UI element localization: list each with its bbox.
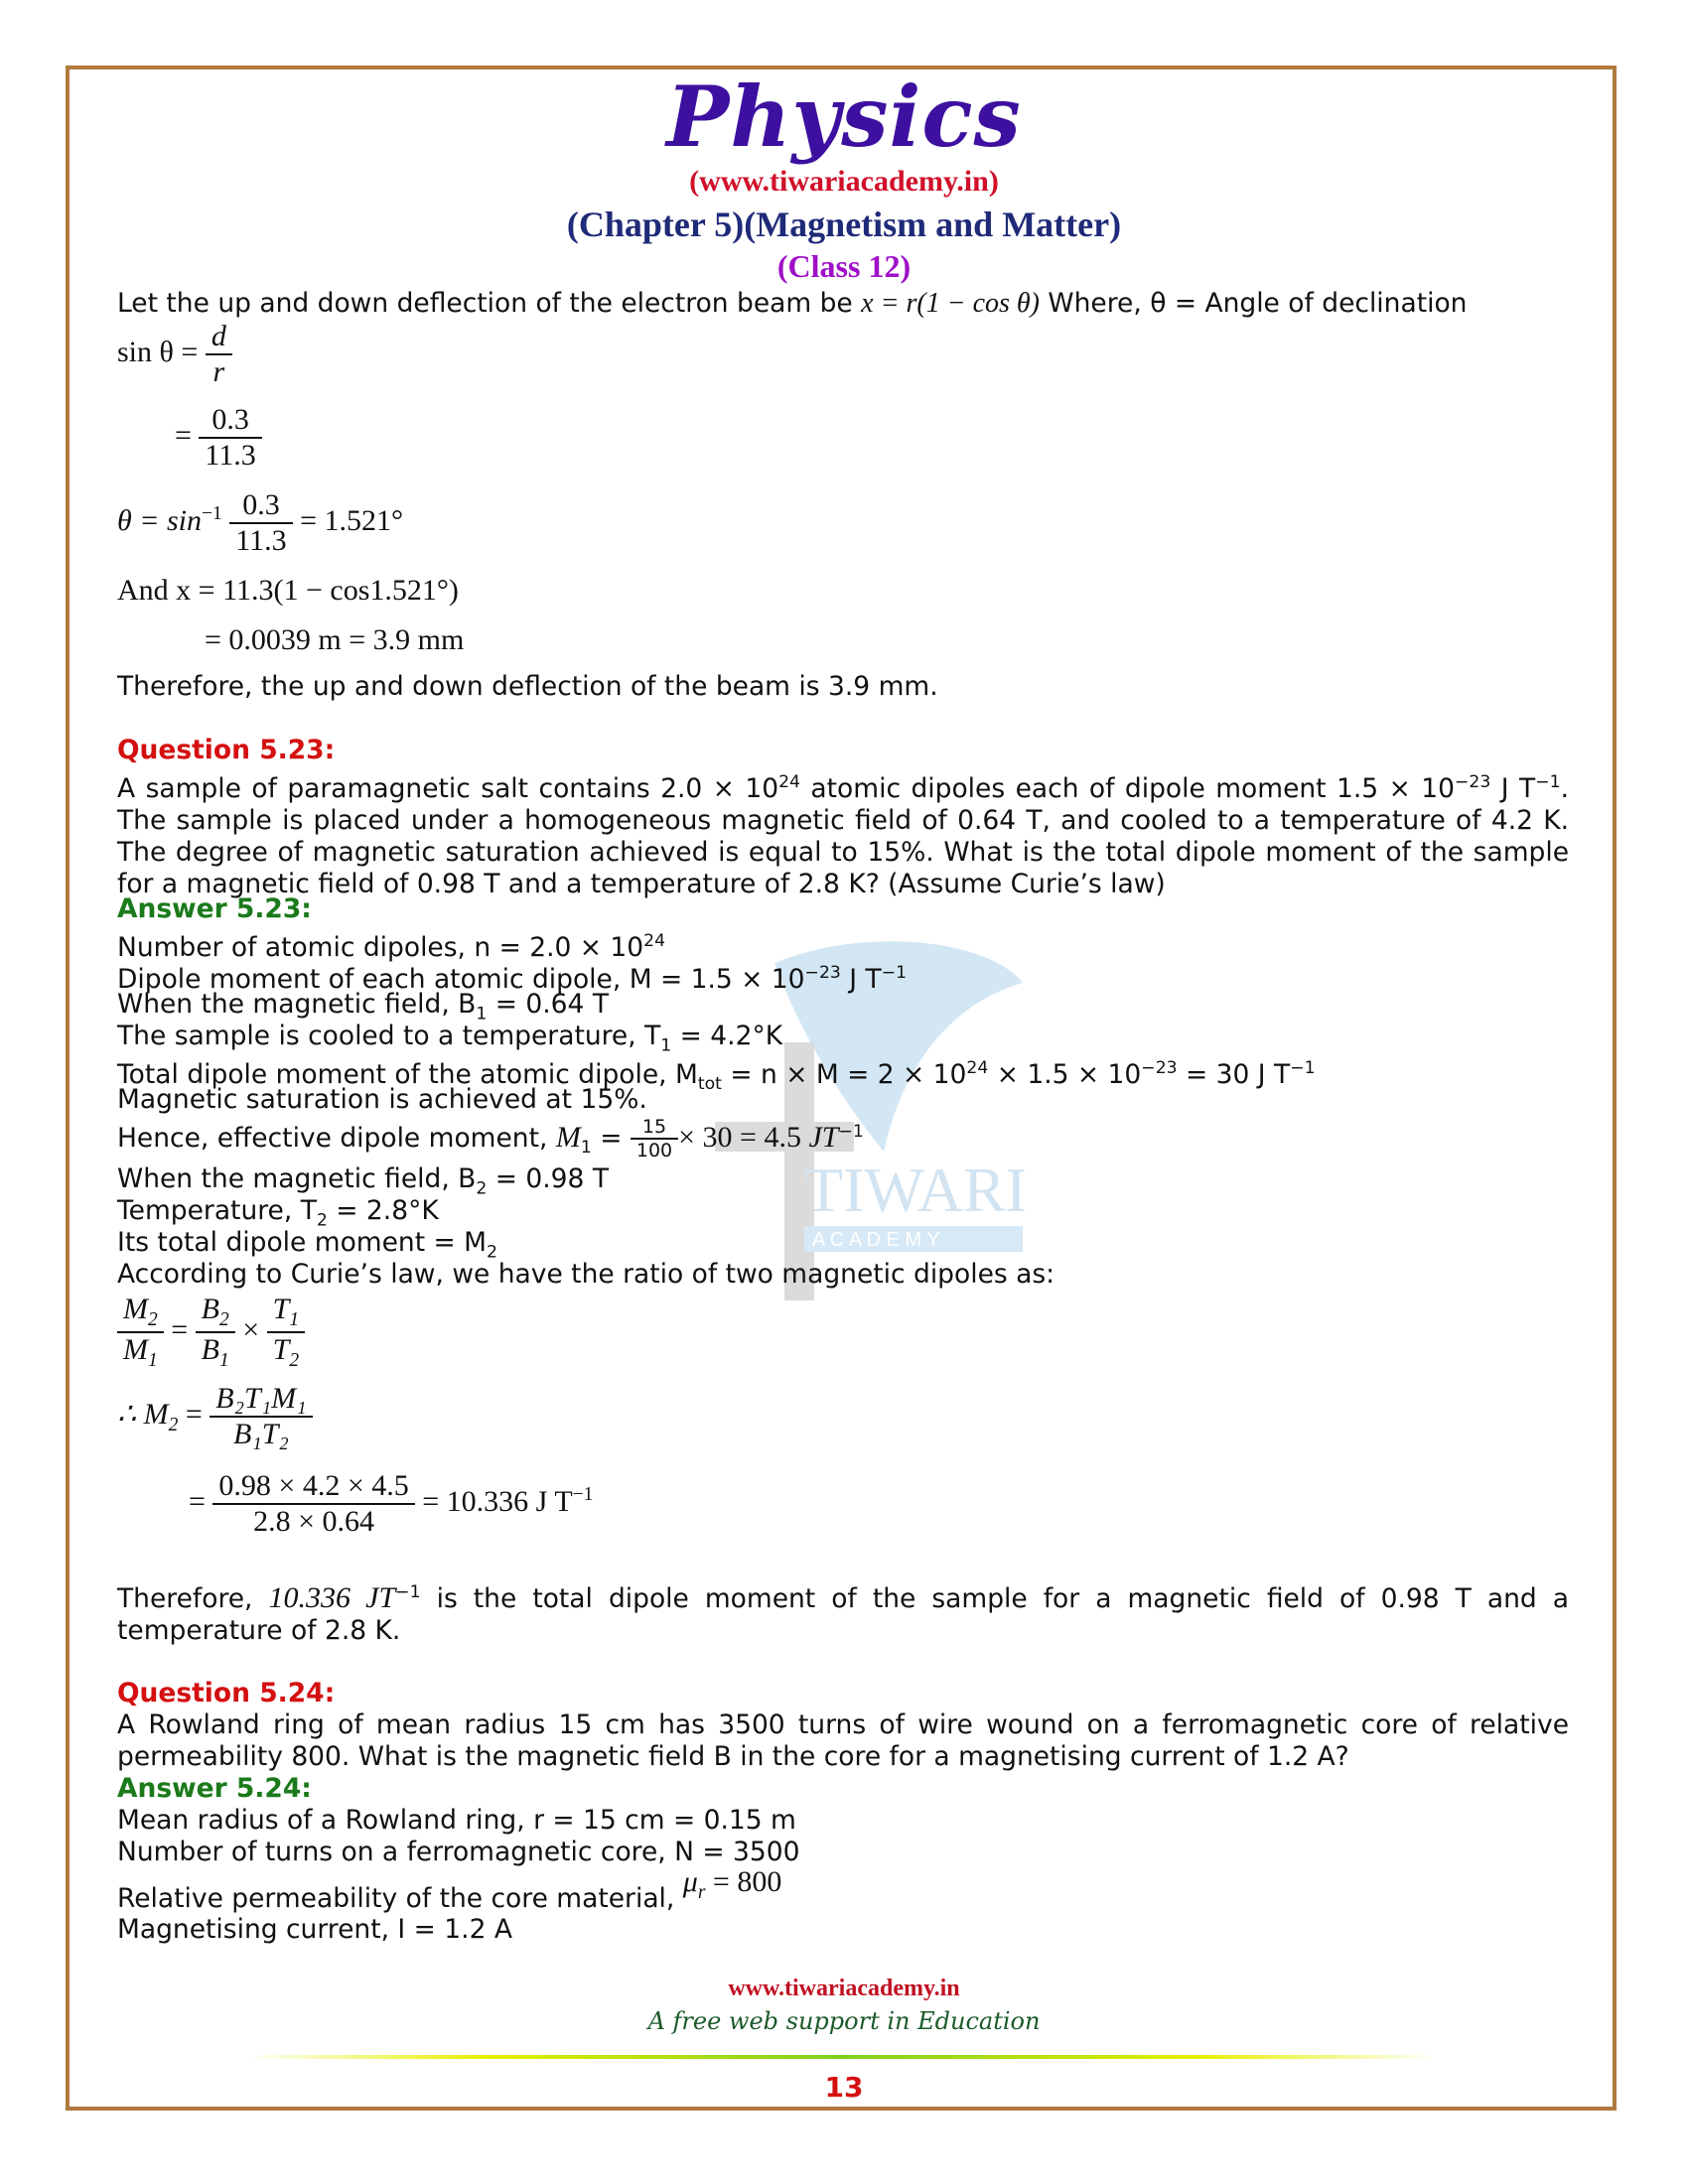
answer-line-field2: When the magnetic field, $B_2 = 0.98$ T [117, 1163, 610, 1199]
deflection-conclusion: Therefore, the up and down deflection of the beam is 3.9 mm. [117, 671, 938, 702]
answer-line-effective: Hence, effective dipole moment, $M_1$ = $\frac{15}{100}$ × 30 = 4.5 $JT^{-1}$ [117, 1116, 864, 1162]
class-heading: (Class 12) [776, 248, 912, 284]
answer-line-total: Total dipole moment of the atomic dipole, $M_{tot} = n \times M = 2 \times 10^{24} \times 1.5 \times 10^{-23} = 30$ J $T^{-1}$ [117, 1058, 1316, 1095]
answer-5-23-label: Answer 5.23: [117, 893, 312, 924]
curie-ratio-eq: $\frac{M_2}{M_1}$ = $\frac{B_2}{B_1}$ × $\frac{T_1}{T_2}$ [117, 1293, 305, 1372]
watermark-line2: A C A D E M Y [812, 1229, 940, 1251]
footer-tagline: A free web support in Education [647, 2007, 1041, 2035]
question-5-23-label: Question 5.23: [117, 735, 336, 765]
header-site-link[interactable]: (www.tiwariacademy.in) [689, 165, 999, 198]
sin-theta-eq: sin θ = $\frac{d}{r}$ [117, 320, 232, 389]
sin-theta-value: = $\frac{0.3}{11.3}$ [175, 403, 262, 473]
answer-line-curie: According to Curie’s law, we have the ratio of two magnetic dipoles as: [117, 1259, 1055, 1290]
answer-line-current: Magnetising current, I = 1.2 A [117, 1914, 512, 1945]
footer-site-link[interactable]: www.tiwariacademy.in [728, 1976, 960, 2001]
question-5-24-label: Question 5.24: [117, 1678, 336, 1708]
page-title: Physics [666, 68, 1022, 166]
m2-calculation: = $\frac{0.98 \times 4.2 \times 4.5}{2.8 \times 0.64}$ = 10.336 J $T^{-1}$ [189, 1469, 594, 1538]
theta-eq: $\theta = \sin^{-1}$ $\frac{0.3}{11.3}$ = 1.521° [117, 488, 404, 557]
footer-divider [246, 2055, 1438, 2059]
answer-line-m2: Its total dipole moment = $M_2$ [117, 1227, 497, 1263]
answer-line-temp2: Temperature, $T_2 = 2.8^\circ K$ [117, 1195, 439, 1231]
x-eq: And x = 11.3(1 − cos1.521°) [117, 574, 459, 607]
answer-5-24-label: Answer 5.24: [117, 1773, 312, 1804]
answer-line-saturation: Magnetic saturation is achieved at 15%. [117, 1084, 647, 1115]
page-number: 13 [824, 2071, 864, 2104]
answer-line-dipoles: Number of atomic dipoles, $n = 2.0 \times 10^{24}$ [117, 931, 666, 963]
answer-line-moment: Dipole moment of each atomic dipole, $M = 1.5 \times 10^{-23}$ J $T^{-1}$ [117, 963, 908, 995]
answer-line-temp1: The sample is cooled to a temperature, $T_1 = 4.2^\circ K$ [117, 1021, 783, 1056]
answer-line-turns: Number of turns on a ferromagnetic core, N = 3500 [117, 1837, 800, 1867]
answer-line-field1: When the magnetic field, $B_1 = 0.64$ T [117, 989, 610, 1024]
answer-line-permeability: Relative permeability of the core material, $\mu_r = 800$ [117, 1865, 782, 1914]
answer-5-23-conclusion: Therefore, 10.336 $JT^{-1}$ is the total dipole moment of the sample for a magnetic field of 0.98 T and a temperature of 2.8 K. [117, 1580, 1570, 1646]
answer-line-radius: Mean radius of a Rowland ring, r = 15 cm = 0.15 m [117, 1805, 796, 1836]
question-5-24-text: A Rowland ring of mean radius 15 cm has 3500 turns of wire wound on a ferromagnetic core of relative permeability 800. What is the magnetic field B in the core for a magnetising current of 1.2 A? [117, 1709, 1569, 1772]
m2-formula: ∴ $M_2$ = $\frac{\text{B₂T₁M₁}}{\text{B₁T₂}}$ [117, 1382, 313, 1451]
intro-line: Let the up and down deflection of the electron beam be x = r(1 − cos θ) Where, θ = Angle of declination [117, 288, 1468, 319]
x-value: = 0.0039 m = 3.9 mm [205, 623, 465, 656]
question-5-23-text: A sample of paramagnetic salt contains $2.0 \times 10^{24}$ atomic dipoles each of dipole moment $1.5 \times 10^{-23}$ J $T^{-1}$. The sample is placed under a homogeneous magnetic field of 0.64 T, and cooled to a temperature of 4.2 K. The degree of magnetic saturation achieved is equal to 15%. What is the total dipole moment of the sample for a magnetic field of 0.98 T and a temperature of 2.8 K? (Assume Curie’s law) [117, 772, 1570, 899]
chapter-heading: (Chapter 5)(Magnetism and Matter) [566, 205, 1122, 244]
watermark-line1: TIWARI [804, 1155, 1027, 1225]
